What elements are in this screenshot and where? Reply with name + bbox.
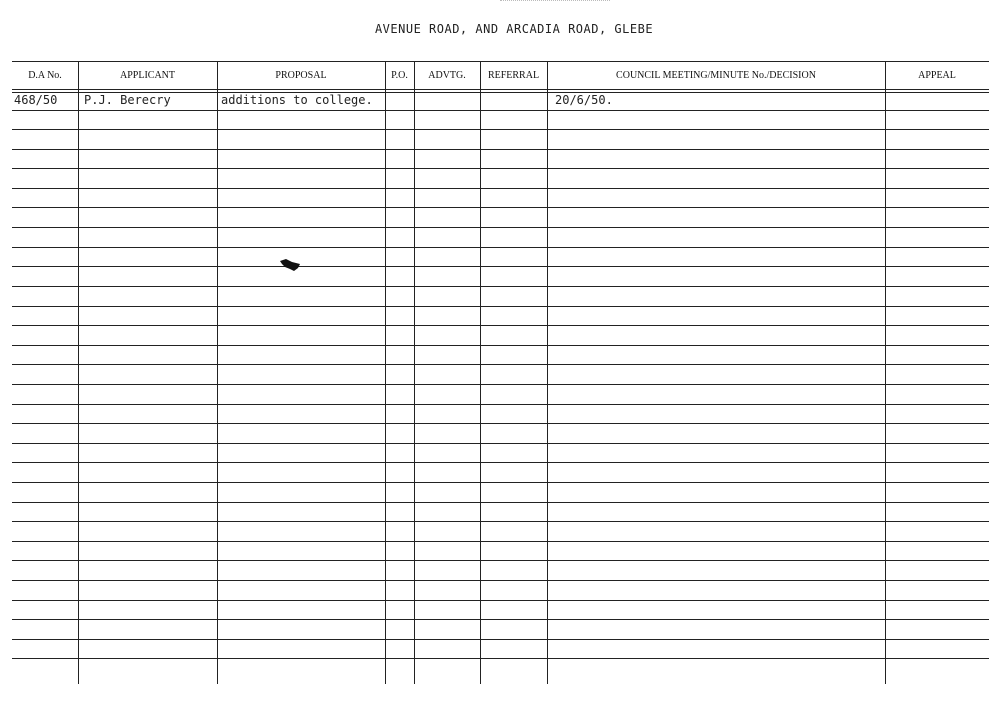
cell-decision: 20/6/50. xyxy=(555,93,613,107)
row-rule xyxy=(12,384,989,385)
row-rule xyxy=(12,247,989,248)
row-rule xyxy=(12,286,989,287)
row-rule xyxy=(12,306,989,307)
row-rule xyxy=(12,482,989,483)
row-rule xyxy=(12,207,989,208)
header-referral: REFERRAL xyxy=(487,69,540,81)
row-rule xyxy=(12,188,989,189)
row-rule xyxy=(12,404,989,405)
row-rule xyxy=(12,443,989,444)
row-rule xyxy=(12,364,989,365)
header-advtg: ADVTG. xyxy=(428,69,466,81)
column-rule xyxy=(385,61,386,684)
row-rule xyxy=(12,227,989,228)
row-rule xyxy=(12,129,989,130)
row-rule xyxy=(12,462,989,463)
column-rule xyxy=(885,61,886,684)
top-scan-mark xyxy=(500,0,610,4)
column-rule xyxy=(78,61,79,684)
header-double-rule xyxy=(12,92,989,93)
cell-da-no: 468/50 xyxy=(14,93,58,107)
column-rule xyxy=(217,61,218,684)
header-proposal: PROPOSAL xyxy=(275,69,327,81)
row-rule xyxy=(12,149,989,150)
header-po: P.O. xyxy=(391,69,408,81)
column-rule xyxy=(547,61,548,684)
ink-blot xyxy=(280,259,302,273)
row-rule xyxy=(12,521,989,522)
row-rule xyxy=(12,325,989,326)
cell-applicant: P.J. Berecry xyxy=(84,93,171,107)
column-rule xyxy=(480,61,481,684)
cell-proposal: additions to college. xyxy=(221,93,373,107)
header-da-no: D.A No. xyxy=(28,69,62,81)
header-bottom-rule xyxy=(12,89,989,90)
row-rule xyxy=(12,502,989,503)
row-rule xyxy=(12,423,989,424)
row-rule xyxy=(12,639,989,640)
row-rule xyxy=(12,541,989,542)
row-rule xyxy=(12,658,989,659)
table-top-rule xyxy=(12,61,989,62)
header-appeal: APPEAL xyxy=(918,69,956,81)
row-rule xyxy=(12,580,989,581)
row-rule xyxy=(12,600,989,601)
row-rule xyxy=(12,266,989,267)
header-applicant: APPLICANT xyxy=(119,69,175,81)
row-rule xyxy=(12,345,989,346)
page-title: AVENUE ROAD, AND ARCADIA ROAD, GLEBE xyxy=(374,22,654,36)
row-rule xyxy=(12,168,989,169)
column-rule xyxy=(414,61,415,684)
row-rule xyxy=(12,560,989,561)
row-rule xyxy=(12,619,989,620)
header-decision: COUNCIL MEETING/MINUTE No./DECISION xyxy=(616,69,816,81)
row-rule xyxy=(12,110,989,111)
